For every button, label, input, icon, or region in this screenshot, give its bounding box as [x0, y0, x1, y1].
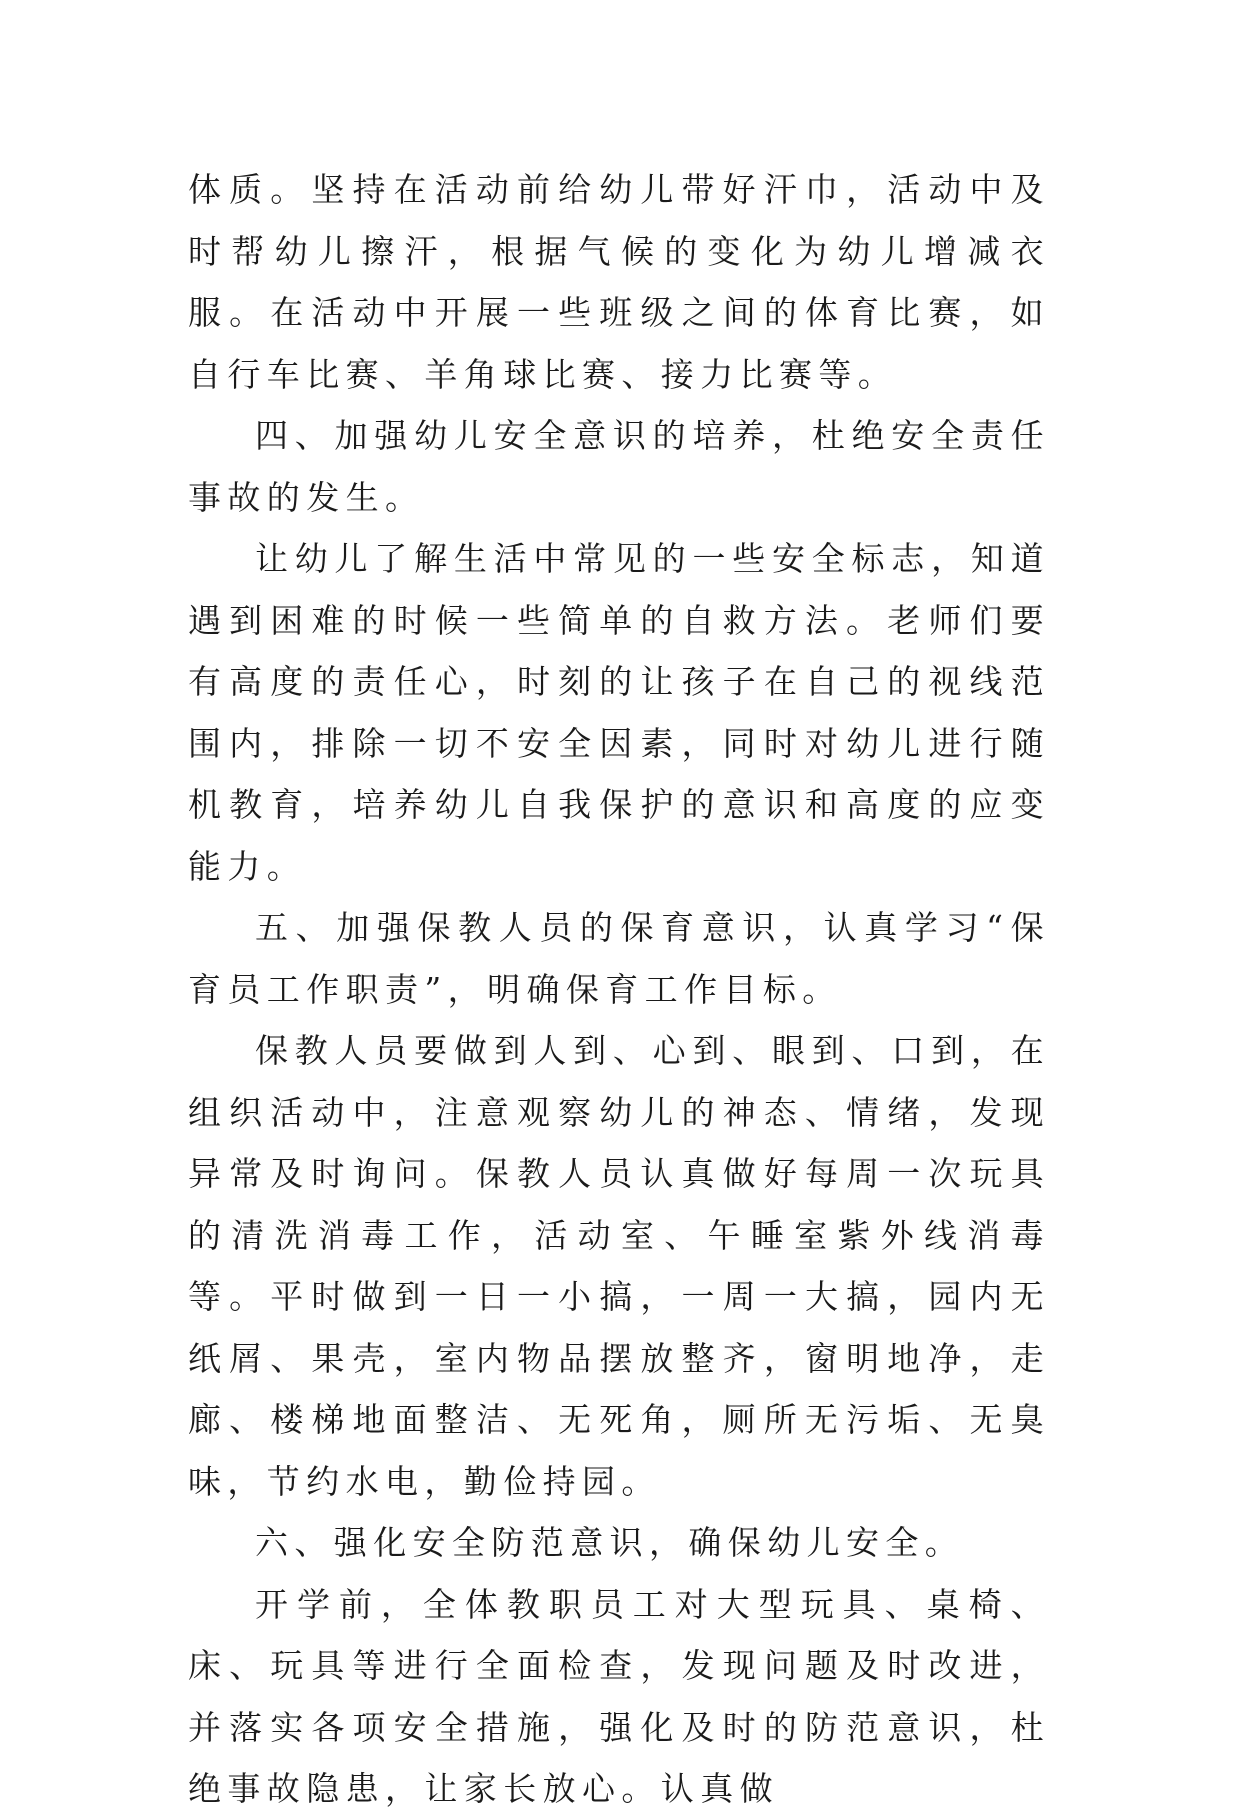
section-heading-5 [188, 897, 1050, 1020]
line: 持园。 [542, 1461, 661, 1501]
line: 级之间的体育比赛，如自行车比赛、羊角球比赛、接力比赛 [188, 293, 1051, 394]
line: 体质。坚持在活动前给幼儿带好汗巾，活动中及时帮幼儿擦 [188, 170, 1050, 271]
line: 生。 [345, 477, 425, 517]
line: 汗，根据气候的变化为幼儿增减衣服。在活动中开展一些班 [188, 231, 1051, 332]
line: 中，注意观察幼儿的神态、情绪，发现异常及时询问。保教 [188, 1092, 1050, 1193]
line: 无纸屑、果壳，室内物品摆放整齐，窗明地净，走廊、楼梯 [188, 1277, 1050, 1439]
paragraph-2 [188, 528, 1050, 897]
line: 刻的让孩子在自己的视线范围内，排除一切不安全因素，同 [188, 662, 1050, 763]
line: 进行全面检查，发现问题及时改进，并落实各项安全措施， [188, 1646, 1051, 1747]
line: 让幼儿了解生活中常见的一些安全标志，知道遇到困难 [188, 539, 1050, 640]
line: 地面整洁、无死角，厕所无污垢、无臭味，节约水电，勤俭 [188, 1400, 1050, 1501]
line: 强化及时的防范意识，杜绝事故隐患，让家长放心。认真做 [188, 1707, 1050, 1808]
line: 保教人员要做到人到、心到、眼到、口到，在组织活动 [188, 1031, 1050, 1132]
line: 开学前，全体教职员工对大型玩具、桌椅、床、玩具等 [188, 1584, 1050, 1685]
line: 职责”，明确保育工作目标。 [345, 969, 842, 1009]
line: 应变能力。 [188, 785, 1050, 886]
paragraph-3 [188, 1020, 1050, 1512]
line: 四、加强幼儿安全意识的培养，杜绝安全责任事故的发 [188, 416, 1050, 517]
line: 人员认真做好每周一次玩具的清洗消毒工作，活动室、午睡 [188, 1154, 1050, 1255]
line: 时对幼儿进行随机教育，培养幼儿自我保护的意识和高度的 [188, 723, 1050, 824]
line: 等。 [818, 354, 898, 394]
line: 六、强化安全防范意识，确保幼儿安全。 [255, 1523, 965, 1562]
section-heading-6 [188, 1512, 1050, 1574]
section-heading-4 [188, 405, 1050, 528]
line: 五、加强保教人员的保育意识，认真学习“保育员工作 [188, 908, 1050, 1009]
line: 室紫外线消毒等。平时做到一日一小搞，一周一大搞，园内 [188, 1215, 1050, 1316]
paragraph-4 [188, 1574, 1050, 1820]
paragraph-1 [188, 159, 1050, 405]
line: 的时候一些简单的自救方法。老师们要有高度的责任心，时 [188, 600, 1050, 701]
